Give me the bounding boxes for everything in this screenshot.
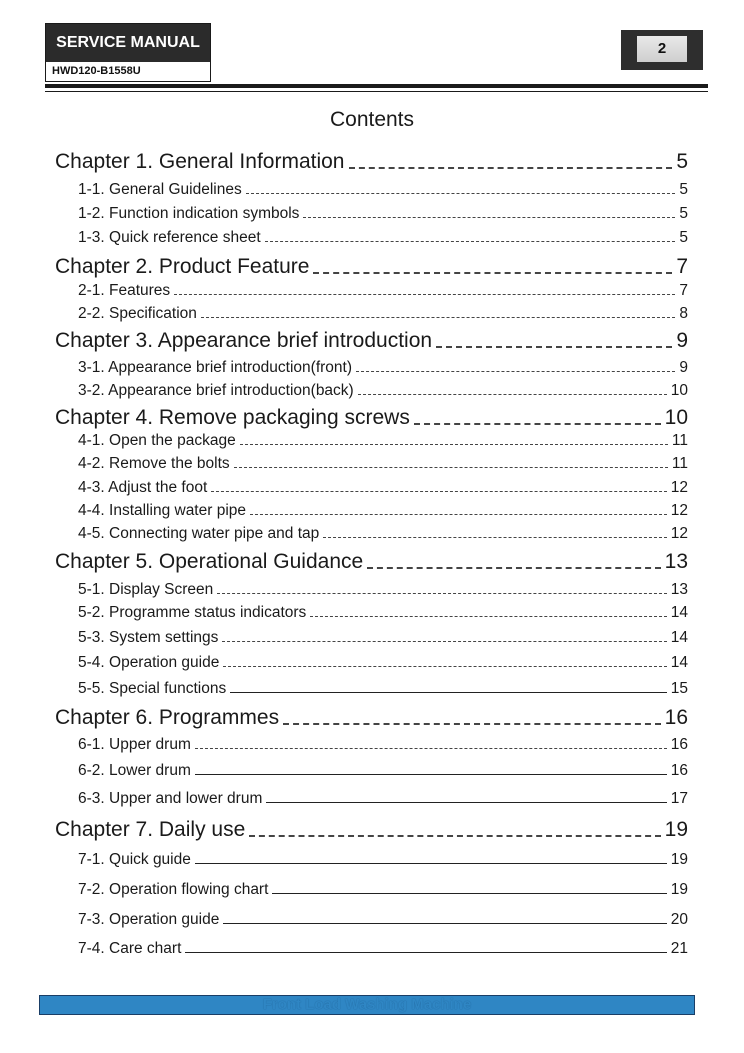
- toc-entry-page: 19: [670, 851, 688, 868]
- toc-entry-label: Chapter 2. Product Feature: [55, 255, 310, 278]
- toc-leader: [367, 567, 660, 569]
- toc-entry-page: 14: [670, 654, 688, 671]
- toc-section-row: [78, 359, 688, 377]
- toc-entry-page: 9: [679, 359, 688, 376]
- toc-section-row: [78, 205, 688, 223]
- toc-entry-label: Chapter 7. Daily use: [55, 818, 246, 841]
- toc-entry-label: 5-5. Special functions: [78, 680, 227, 697]
- toc-chapter-row: [55, 329, 688, 353]
- toc-leader: [414, 423, 661, 425]
- toc-leader: [240, 444, 668, 445]
- toc-leader: [195, 863, 667, 864]
- toc-entry-page: 5: [679, 229, 688, 246]
- page-number: 2: [637, 36, 687, 62]
- toc-chapter-row: [55, 550, 688, 574]
- header-rule: [45, 84, 708, 88]
- toc-entry-page: 19: [670, 881, 688, 898]
- toc-leader: [249, 835, 660, 837]
- toc-leader: [230, 692, 667, 693]
- toc-section-row: [78, 736, 688, 754]
- toc-entry-label: 3-2. Appearance brief introduction(back): [78, 382, 354, 399]
- toc-entry-label: Chapter 4. Remove packaging screws: [55, 406, 410, 429]
- toc-leader: [436, 346, 672, 348]
- toc-chapter-row: [55, 255, 688, 279]
- toc-leader: [310, 616, 666, 617]
- toc-leader: [356, 371, 675, 372]
- toc-chapter-row: [55, 150, 688, 174]
- toc-section-row: [78, 181, 688, 199]
- toc-leader: [303, 217, 675, 218]
- toc-section-row: [78, 604, 688, 622]
- toc-entry-label: 1-3. Quick reference sheet: [78, 229, 261, 246]
- toc-leader: [266, 802, 666, 803]
- toc-entry-label: 7-3. Operation guide: [78, 911, 220, 928]
- toc-entry-page: 16: [664, 706, 688, 729]
- toc-entry-page: 7: [679, 282, 688, 299]
- toc-leader: [195, 748, 667, 749]
- toc-entry-page: 10: [664, 406, 688, 429]
- contents-title: Contents: [329, 108, 415, 131]
- toc-entry-label: 6-1. Upper drum: [78, 736, 191, 753]
- toc-entry-label: 5-1. Display Screen: [78, 581, 214, 598]
- toc-entry-page: 17: [670, 790, 688, 807]
- toc-leader: [323, 537, 666, 538]
- header-box: [45, 23, 211, 82]
- toc-entry-label: 3-1. Appearance brief introduction(front): [78, 359, 352, 376]
- page-number-box: [621, 30, 703, 70]
- toc-entry-page: 20: [670, 911, 688, 928]
- toc-entry-label: 6-3. Upper and lower drum: [78, 790, 263, 807]
- toc-entry-label: 5-2. Programme status indicators: [78, 604, 307, 621]
- toc-entry-label: Chapter 3. Appearance brief introduction: [55, 329, 433, 352]
- header-rule-thin: [45, 91, 708, 92]
- toc-section-row: [78, 790, 688, 808]
- toc-entry-page: 14: [670, 629, 688, 646]
- toc-section-row: [78, 525, 688, 543]
- toc-section-row: [78, 581, 688, 599]
- toc-entry-page: 14: [670, 604, 688, 621]
- toc-leader: [201, 317, 675, 318]
- toc-entry-page: 8: [679, 305, 688, 322]
- toc-entry-page: 12: [670, 479, 688, 496]
- toc-entry-label: 7-1. Quick guide: [78, 851, 191, 868]
- toc-entry-label: 4-2. Remove the bolts: [78, 455, 230, 472]
- toc-section-row: [78, 455, 688, 473]
- toc-leader: [174, 294, 675, 295]
- toc-entry-label: 5-4. Operation guide: [78, 654, 220, 671]
- toc-leader: [223, 923, 666, 924]
- toc-section-row: [78, 911, 688, 929]
- toc-entry-label: 6-2. Lower drum: [78, 762, 191, 779]
- toc-leader: [217, 593, 666, 594]
- footer-text: Front Load Washing Machine: [262, 996, 472, 1013]
- toc-chapter-row: [55, 706, 688, 730]
- toc-section-row: [78, 479, 688, 497]
- toc-section-row: [78, 881, 688, 899]
- toc-entry-page: 9: [676, 329, 688, 352]
- toc-entry-label: Chapter 1. General Information: [55, 150, 345, 173]
- toc-entry-label: 4-3. Adjust the foot: [78, 479, 208, 496]
- toc-entry-label: 4-4. Installing water pipe: [78, 502, 247, 519]
- toc-chapter-row: [55, 406, 688, 430]
- toc-entry-page: 5: [676, 150, 688, 173]
- manual-title: SERVICE MANUAL: [46, 24, 210, 62]
- toc-entry-page: 5: [679, 205, 688, 222]
- toc-section-row: [78, 654, 688, 672]
- toc-leader: [223, 666, 666, 667]
- toc-entry-page: 12: [670, 502, 688, 519]
- toc-section-row: [78, 940, 688, 958]
- toc-section-row: [78, 229, 688, 247]
- toc-entry-page: 7: [676, 255, 688, 278]
- toc-entry-label: Chapter 6. Programmes: [55, 706, 280, 729]
- toc-entry-page: 16: [670, 736, 688, 753]
- toc-leader: [283, 723, 661, 725]
- toc-leader: [185, 952, 666, 953]
- toc-leader: [250, 514, 667, 515]
- toc-section-row: [78, 382, 688, 400]
- toc-entry-page: 5: [679, 181, 688, 198]
- toc-section-row: [78, 680, 688, 698]
- toc-leader: [265, 241, 676, 242]
- toc-entry-page: 16: [670, 762, 688, 779]
- toc-section-row: [78, 502, 688, 520]
- toc-entry-page: 13: [670, 581, 688, 598]
- toc-leader: [211, 491, 666, 492]
- toc-section-row: [78, 432, 688, 450]
- toc-section-row: [78, 762, 688, 780]
- toc-section-row: [78, 282, 688, 300]
- toc-leader: [313, 272, 672, 274]
- toc-entry-page: 13: [664, 550, 688, 573]
- toc-leader: [234, 467, 668, 468]
- toc-leader: [349, 167, 673, 169]
- toc-entry-page: 11: [671, 432, 688, 449]
- footer-bar: [39, 995, 695, 1015]
- toc-leader: [358, 394, 667, 395]
- toc-entry-page: 10: [670, 382, 688, 399]
- toc-entry-label: 4-5. Connecting water pipe and tap: [78, 525, 320, 542]
- toc-entry-label: 7-2. Operation flowing chart: [78, 881, 269, 898]
- toc-section-row: [78, 851, 688, 869]
- toc-entry-label: 4-1. Open the package: [78, 432, 236, 449]
- toc-entry-label: 1-2. Function indication symbols: [78, 205, 300, 222]
- toc-leader: [246, 193, 676, 194]
- toc-entry-label: 2-2. Specification: [78, 305, 197, 322]
- toc-entry-label: 7-4. Care chart: [78, 940, 182, 957]
- toc-entry-page: 19: [664, 818, 688, 841]
- toc-leader: [195, 774, 667, 775]
- toc-leader: [222, 641, 666, 642]
- toc-entry-page: 11: [671, 455, 688, 472]
- toc-entry-label: 1-1. General Guidelines: [78, 181, 242, 198]
- toc-entry-label: 2-1. Features: [78, 282, 171, 299]
- toc-entry-label: Chapter 5. Operational Guidance: [55, 550, 364, 573]
- toc-entry-page: 15: [670, 680, 688, 697]
- model-number: HWD120-B1558U: [52, 65, 141, 77]
- toc-chapter-row: [55, 818, 688, 842]
- toc-section-row: [78, 629, 688, 647]
- toc-entry-page: 12: [670, 525, 688, 542]
- toc-leader: [272, 893, 666, 894]
- toc-entry-label: 5-3. System settings: [78, 629, 219, 646]
- toc-entry-page: 21: [670, 940, 688, 957]
- toc-section-row: [78, 305, 688, 323]
